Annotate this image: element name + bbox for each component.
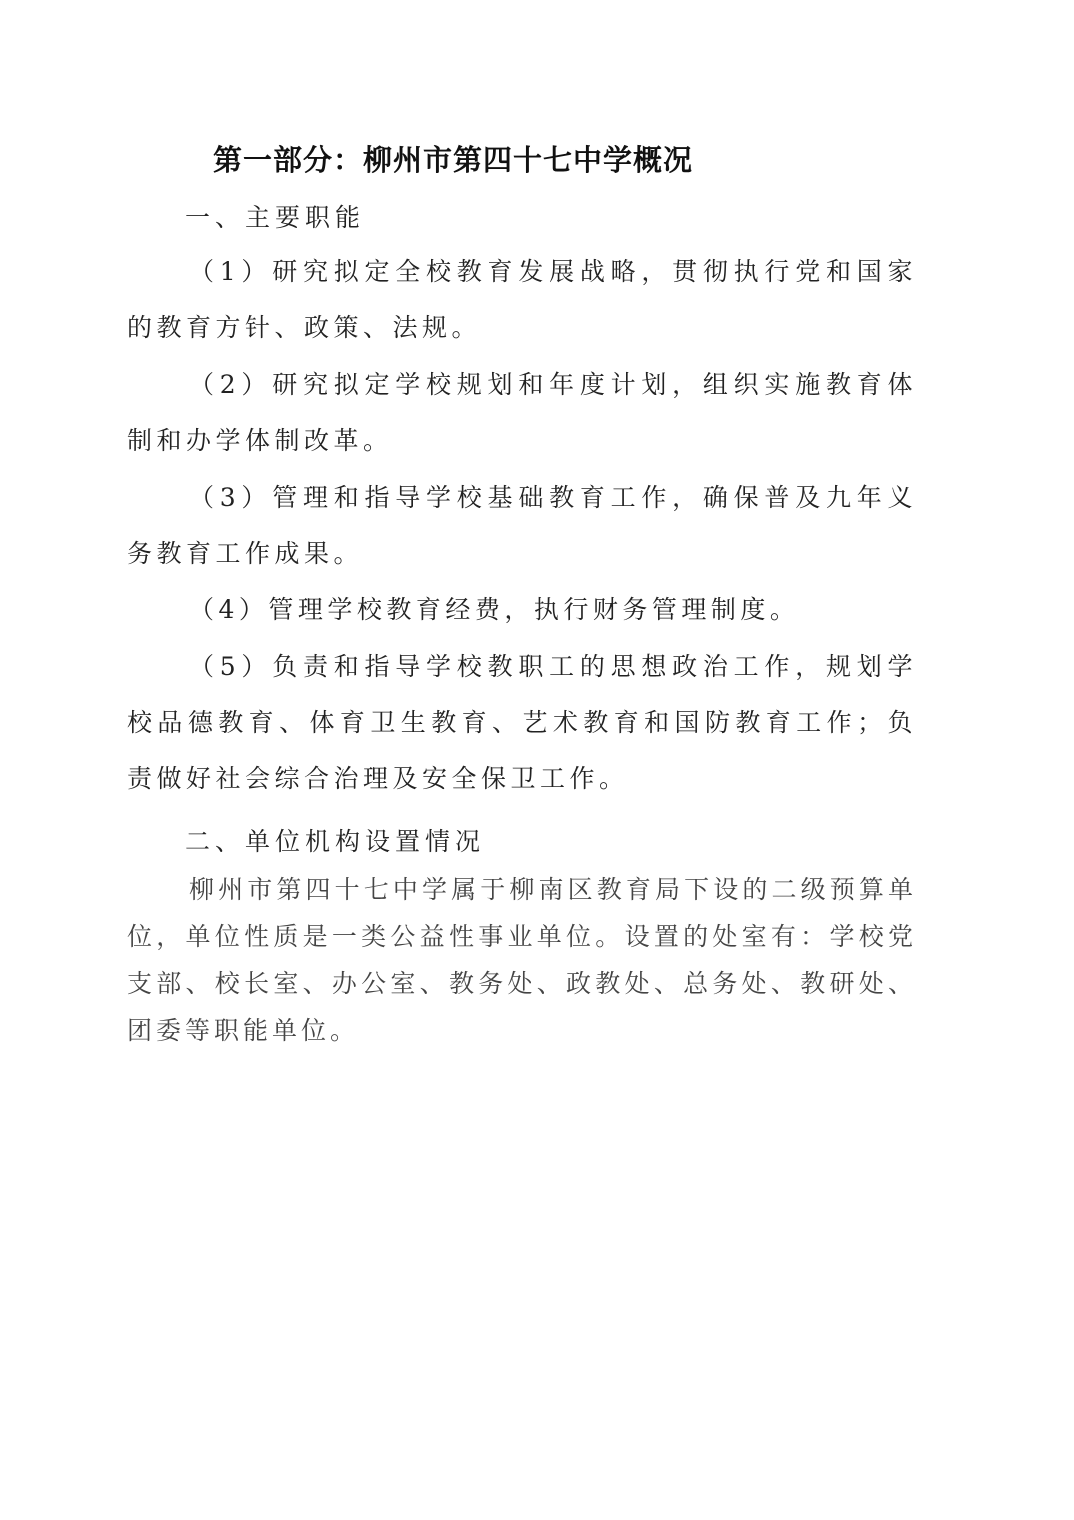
document-title: 第一部分：柳州市第四十七中学概况 [213,143,694,177]
function-item-4: （4）管理学校教育经费，执行财务管理制度。 [189,595,800,624]
section-heading-org-structure: 二、单位机构设置情况 [185,827,486,856]
org-structure-paragraph: 柳州市第四十七中学属于柳南区教育局下设的二级预算单位，单位性质是一类公益性事业单位。设置的处室有：学校党支部、校长室、办公室、教务处、政教处、总务处、教研处、团委等职能单位。 [127,875,917,1045]
function-item-1: （1）研究拟定全校教育发展战略，贯彻执行党和国家的教育方针、政策、法规。 [127,257,917,342]
function-item-2: （2）研究拟定学校规划和年度计划，组织实施教育体制和办学体制改革。 [127,370,917,455]
section-heading-main-functions: 一、主要职能 [185,203,366,232]
function-item-5: （5）负责和指导学校教职工的思想政治工作，规划学校品德教育、体育卫生教育、艺术教育和国防教育工作；负责做好社会综合治理及安全保卫工作。 [127,652,917,793]
function-item-3: （3）管理和指导学校基础教育工作，确保普及九年义务教育工作成果。 [127,483,917,568]
